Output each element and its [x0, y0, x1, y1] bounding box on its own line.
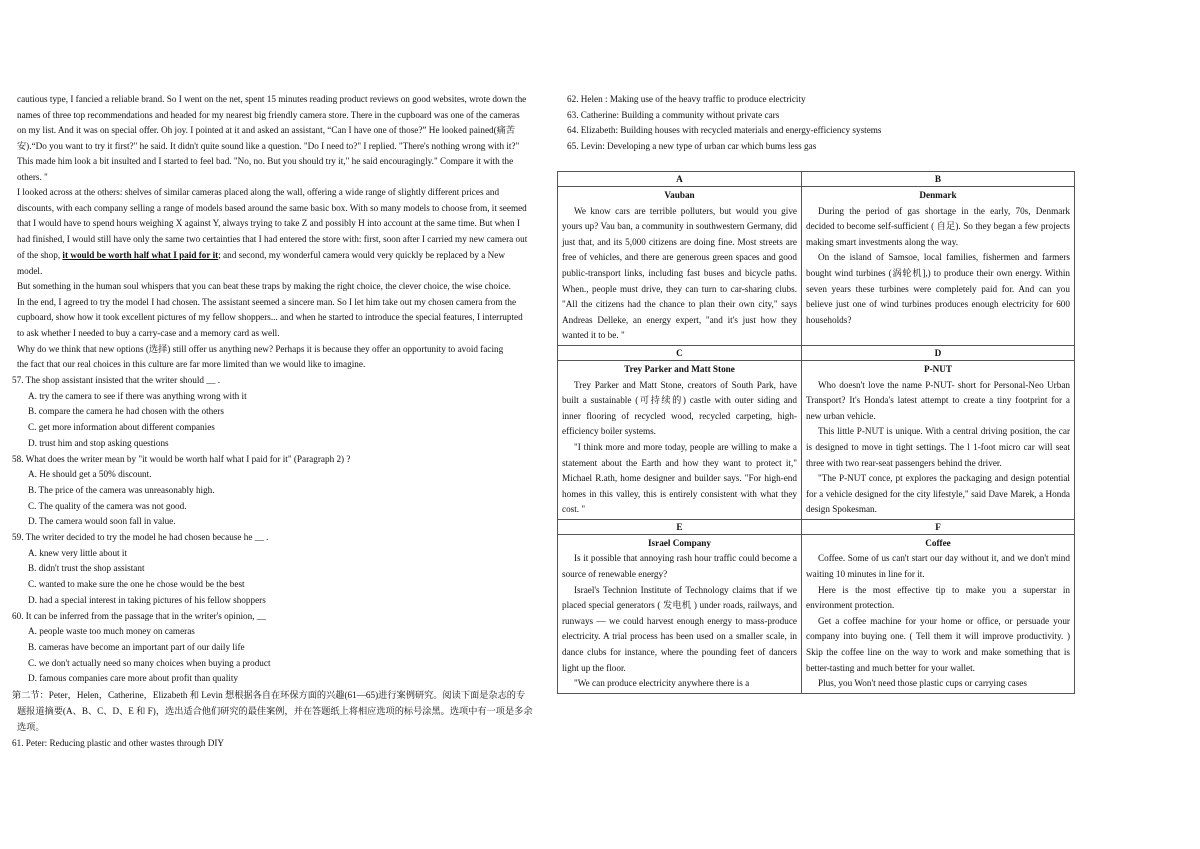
passage-line: But something in the human soul whispers that you can beat these traps by making the right choice, the clever choice, the wise choice. [17, 281, 511, 291]
underlined-phrase: it would be worth half what I paid for it [62, 250, 219, 260]
options-table [557, 171, 1075, 694]
answer-option: A. people waste too much money on cameras [28, 626, 195, 637]
option-paragraph: Trey Parker and Matt Stone, creators of South Park, have built a sustainable (可持续的) castle with outer siding and inner flooring of recycled wood, recycled carpeting, high-efficiency boiler systems. [562, 379, 797, 437]
option-cell [558, 534, 802, 693]
option-paragraph: "We can produce electricity anywhere there is a [574, 678, 750, 689]
passage-line: on my list. And it was on special offer. Oh joy. I pointed at it and asked an assistant, “Can I have one of those?” He looked pained(痛苦 [17, 125, 516, 135]
option-paragraph: Coffee. Some of us can't start our day without it, and we don't mind waiting 10 minutes in line for it. [806, 553, 1070, 580]
option-letter: C [558, 345, 802, 360]
option-letter: A [558, 172, 802, 187]
option-title: Vauban [664, 190, 695, 200]
option-paragraph: During the period of gas shortage in the early, 70s, Denmark decided to become self-sufficient ( 自足). So they began a few projects making smart investments along the way. [806, 205, 1070, 247]
option-letter: B [802, 172, 1075, 187]
passage-line: Why do we think that new options (选择) still offer us anything new? Perhaps it is because they offer an opportunity to avoid facing [17, 344, 504, 354]
answer-option: D. trust him and stop asking questions [28, 437, 169, 448]
option-paragraph: Here is the most effective tip to make you a superstar in environment protection. [806, 584, 1070, 611]
answer-option: C. The quality of the camera was not good. [28, 500, 187, 511]
answer-option: B. compare the camera he had chosen with the others [28, 406, 224, 417]
instruction-line: 第二节：Peter，Helen，Catherine，Elizabeth 和 Levin 想根据各自在环保方面的兴趣(61—65)进行案例研究。阅读下面是杂志的专 [12, 690, 526, 700]
passage-line: to ask whether I needed to buy a carry-case and a memory card as well. [17, 328, 280, 338]
passage-line: 安).“Do you want to try it first?" he said. It didn't quite sound like a question. "Do I need to?" I replied. "There's nothing wrong with it?" [17, 141, 520, 151]
option-cell [802, 187, 1075, 346]
passage-line: cupboard, show how it took excellent pictures of my fellow shoppers... and when he started to introduce the special features, I interrupted [17, 312, 523, 322]
passage-line: the fact that our real choices in this culture are far more limited than we would like to imagine. [17, 359, 366, 369]
option-title: P-NUT [923, 363, 953, 374]
passage-line: cautious type, I fancied a reliable brand. So I went on the net, spent 15 minutes reading product reviews on good websites, wrote down the [17, 94, 527, 104]
option-letter: F [802, 519, 1075, 534]
question-stem: 57. The shop assistant insisted that the writer should __ . [12, 375, 221, 385]
answer-option: B. The price of the camera was unreasonably high. [28, 484, 215, 495]
answer-option: C. wanted to make sure the one he chose would be the best [28, 579, 245, 590]
option-paragraph: Get a coffee machine for your home or office, or persuade your company into buying one. ( Tell them it will improve productivity. ) Skip the coffee line on the way to work and make something that is better-tasting and much better for your wallet. [806, 615, 1070, 673]
answer-option: A. He should get a 50% discount. [28, 469, 152, 480]
option-paragraph: This little P-NUT is unique. With a central driving position, the car is designed to move in tight settings. The l 1-foot micro car will seat three with two rear-seat passengers behind the driver. [806, 426, 1070, 468]
passage-line: model. [17, 266, 43, 276]
passage-text: ; and second, my wonderful camera would very quickly be replaced by a New [218, 250, 505, 260]
passage-line: In the end, I agreed to try the model I had chosen. The assistant seemed a sincere man. So I let him take out my chosen camera from the [17, 297, 517, 307]
option-letter: D [802, 345, 1075, 360]
option-paragraph: On the island of Samsoe, local families, fishermen and farmers bought wind turbines (涡轮机],) to produce their own energy. Within seven years these turbines were completely paid for. And can you believe just one of wind turbines produces enough electricity for 600 households? [806, 252, 1070, 325]
passage-line: others. " [17, 172, 48, 182]
answer-option: D. famous companies care more about profit than quality [28, 673, 238, 684]
answer-option: D. had a special interest in taking pictures of his fellow shoppers [28, 594, 266, 605]
option-paragraph: Israel's Technion Institute of Technology claims that if we placed special generators ( 发电机 ) under roads, railways, and runways — we could harvest enough energy to mass-produce electricity. A trial process has been used on a smaller scale, in dance clubs for instance, where the pounding feet of dancers light up the floor. [562, 584, 797, 673]
question-stem: 59. The writer decided to try the model he had chosen because he __ . [12, 532, 269, 542]
option-paragraph: Is it possible that annoying rash hour traffic could become a source of renewable energy? [562, 553, 797, 580]
question-61: 61. Peter: Reducing plastic and other wastes through DIY [12, 738, 225, 748]
matching-question: 63. Catherine: Building a community without private cars [567, 110, 780, 120]
instruction-line: 题报道摘要(A、B、C、D、E 和 F)，选出适合他们研究的最佳案例，并在答题纸上将相应选项的标号涂黑。选项中有一项是多余 [17, 706, 533, 716]
answer-option: C. get more information about different companies [28, 422, 215, 433]
passage-line: had finished, I would still have only the same two certainties that I had entered the store with: first, soon after I carried my new camera out [17, 234, 528, 244]
option-title: Coffee [925, 537, 951, 548]
option-paragraph: We know cars are terrible polluters, but would you give yours up? Vau ban, a community in southwestern Germany, did just that, and its 5,000 citizens are doing fine. Most streets are free of vehicles, and there are generous green spaces and good public-transport links, including fast buses and bicycle paths. When., people must drive, they can turn to car-sharing clubs. "All the citizens had the chance to plan their own city," says Andreas Delleke, an energy expert, "and it's just how they wanted it to be. " [562, 205, 797, 341]
answer-option: A. knew very little about it [28, 547, 127, 558]
answer-option: C. we don't actually need so many choices when buying a product [28, 657, 271, 668]
instruction-line: 选项。 [17, 722, 45, 732]
matching-question: 62. Helen : Making use of the heavy traffic to produce electricity [567, 94, 806, 104]
option-title: Israel Company [647, 537, 712, 548]
answer-option: A. try the camera to see if there was anything wrong with it [28, 390, 247, 401]
matching-question: 65. Levin: Developing a new type of urban car which bums less gas [567, 141, 817, 151]
option-paragraph: Who doesn't love the name P-NUT- short for Personal-Neo Urban Transport? It's Honda's latest attempt to create a tiny footprint for a new urban vehicle. [806, 379, 1070, 421]
option-title: Denmark [919, 190, 957, 200]
option-cell [558, 187, 802, 346]
matching-question: 64. Elizabeth: Building houses with recycled materials and energy-efficiency systems [567, 125, 882, 135]
passage-line: that I would have to spend hours weighing X against Y, always trying to take Z and possibly H into account at the same time. But when I [17, 218, 520, 228]
question-stem: 58. What does the writer mean by "it would be worth half what I paid for it" (Paragraph 2) ? [12, 453, 351, 464]
option-title: Trey Parker and Matt Stone [624, 363, 735, 374]
option-paragraph: Plus, you Won't need those plastic cups or carrying cases [818, 678, 1027, 689]
passage-line: I looked across at the others: shelves of similar cameras placed along the wall, offering a wide range of slightly different prices and [17, 187, 500, 197]
answer-option: B. cameras have become an important part of our daily life [28, 641, 245, 652]
option-cell [558, 360, 802, 519]
passage-line-underlined [17, 250, 505, 261]
option-paragraph: "I think more and more today, people are willing to make a statement about the Earth and how they want to protect it," Michael R.ath, home designer and builder says. "For high-end homes in this valley, this is entirely consistent with what they cost. " [562, 441, 797, 515]
passage-line: names of three top recommendations and headed for my nearest big friendly camera store. There in the cupboard was one of the cameras [17, 110, 520, 120]
passage-text: of the shop, [17, 250, 63, 260]
option-cell [802, 360, 1075, 519]
option-paragraph: "The P-NUT conce, pt explores the packaging and design potential for a vehicle designed for the city lifestyle," said Dave Marek, a Honda design Spokesman. [806, 473, 1070, 515]
passage-line: This made him look a bit insulted and I started to feel bad. "No, no. But you should try it," he said encouragingly." Compare it with the [17, 156, 514, 166]
option-cell [802, 534, 1075, 693]
option-letter: E [558, 519, 802, 534]
passage-line: discounts, with each company selling a range of models based around the same basic box. With so many models to choose from, it seemed [17, 203, 527, 213]
answer-option: B. didn't trust the shop assistant [28, 563, 145, 574]
question-stem: 60. It can be inferred from the passage that in the writer's opinion, __ [12, 610, 266, 621]
answer-option: D. The camera would soon fall in value. [28, 516, 176, 527]
